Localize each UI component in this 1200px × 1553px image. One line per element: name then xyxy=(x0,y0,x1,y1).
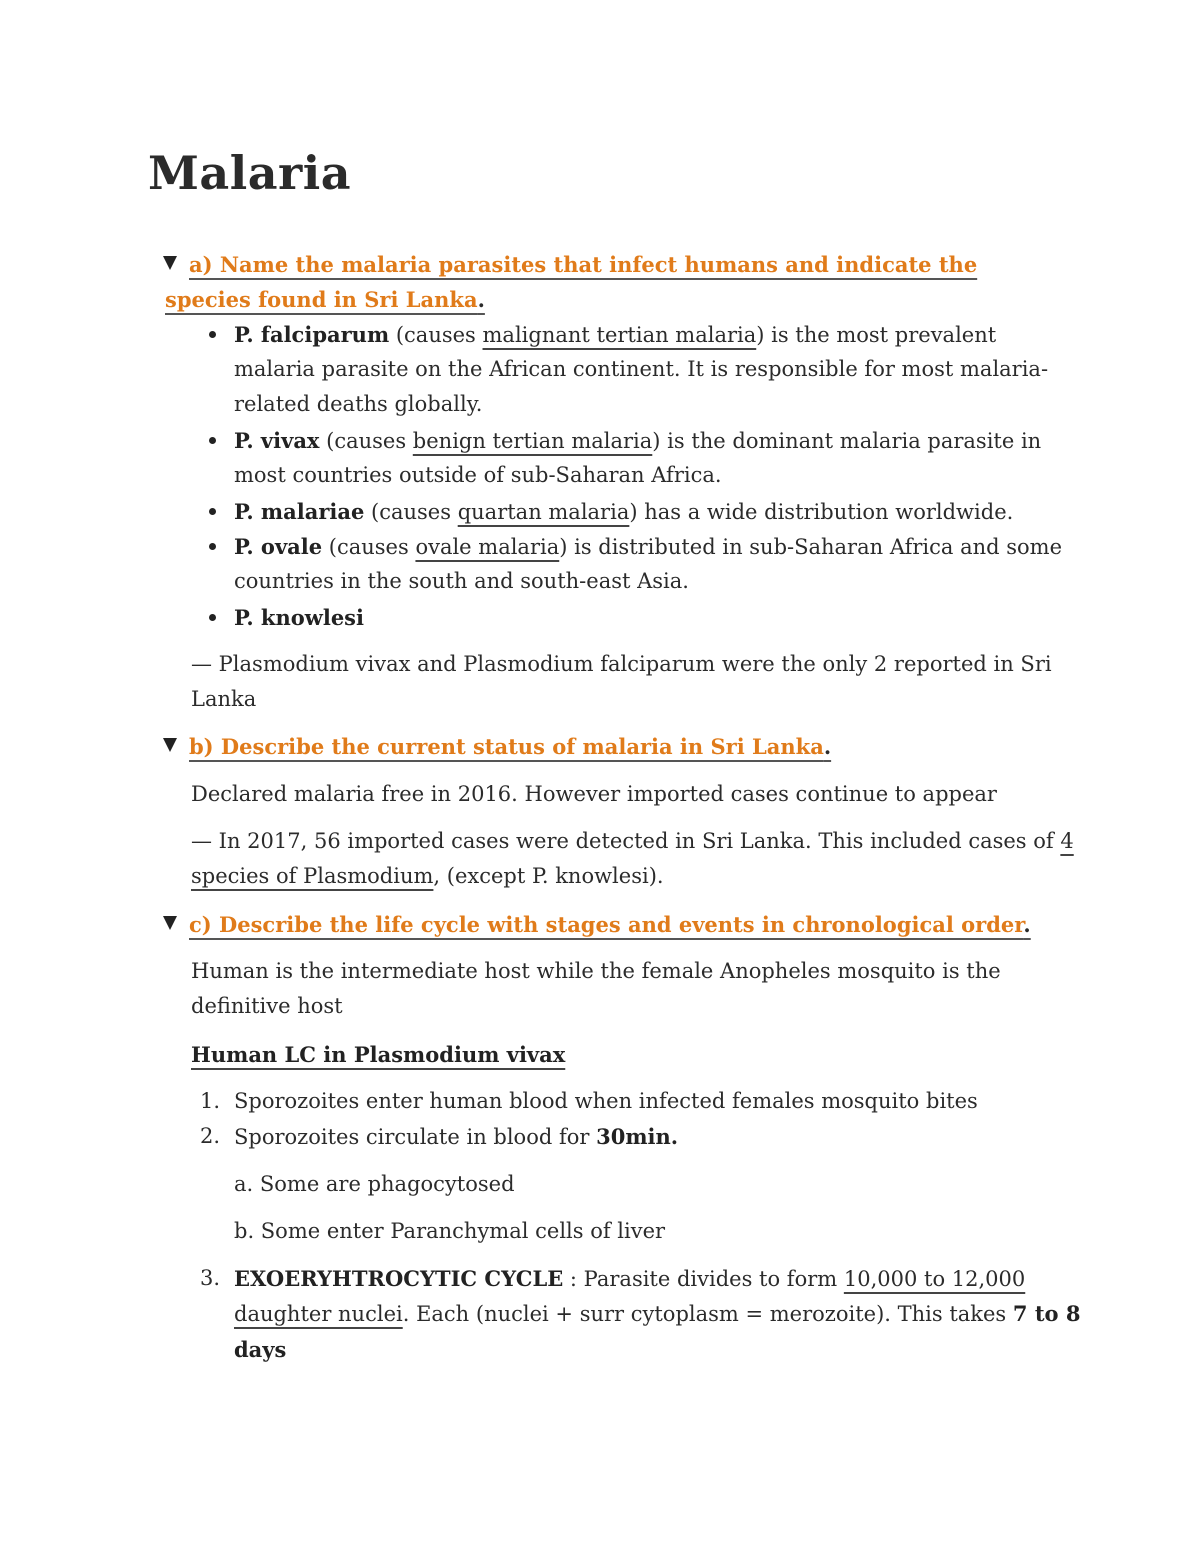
section-c-heading[interactable] xyxy=(163,907,1031,943)
step-1: Sporozoites enter human blood when infected females mosquito bites xyxy=(234,1089,978,1113)
list-item xyxy=(234,529,1062,565)
step-number: 2. xyxy=(200,1124,221,1148)
toggle-triangle-icon[interactable] xyxy=(163,256,177,270)
species-name: P. vivax xyxy=(234,428,320,453)
step-number: 3. xyxy=(200,1266,221,1290)
underlined-text: daughter nuclei xyxy=(234,1302,403,1326)
section-c-para1-cont: definitive host xyxy=(191,994,343,1018)
underlined-text: 4 xyxy=(1060,829,1074,853)
page-title: Malaria xyxy=(148,146,352,200)
section-a-heading-period: . xyxy=(477,287,485,312)
para-text: , (except P. knowlesi). xyxy=(433,864,664,888)
species-name: P. ovale xyxy=(234,534,323,559)
species-text: ) has a wide distribution worldwide. xyxy=(629,500,1014,524)
sub-step-a: a. Some are phagocytosed xyxy=(234,1172,515,1196)
species-text: (causes xyxy=(319,429,413,453)
section-a-heading-cont xyxy=(165,282,485,318)
section-a-note: — Plasmodium vivax and Plasmodium falciparum were the only 2 reported in Sri xyxy=(191,652,1052,676)
section-a-note-cont: Lanka xyxy=(191,687,257,711)
disease-name: benign tertian malaria xyxy=(412,429,653,453)
species-text: ) is distributed in sub-Saharan Africa and some xyxy=(559,535,1063,559)
section-a-heading[interactable] xyxy=(163,247,977,283)
step-bold-text: 30min. xyxy=(596,1124,679,1149)
list-item-cont: countries in the south and south-east Asia. xyxy=(234,569,689,593)
section-b-heading[interactable] xyxy=(163,729,831,765)
section-b-heading-period: . xyxy=(823,734,832,759)
list-item xyxy=(234,423,1041,459)
step-bold-text: EXOERYHTROCYTIC CYCLE xyxy=(234,1266,564,1291)
section-c-para1: Human is the intermediate host while the female Anopheles mosquito is the xyxy=(191,959,1001,983)
species-text: (causes xyxy=(389,323,483,347)
step-2 xyxy=(234,1119,678,1155)
bullet-icon xyxy=(209,614,216,621)
species-name: P. falciparum xyxy=(234,322,390,347)
step-text: : Parasite divides to form xyxy=(563,1267,844,1291)
species-text: (causes xyxy=(364,500,458,524)
bullet-icon xyxy=(209,437,216,444)
section-b-para1: Declared malaria free in 2016. However imported cases continue to appear xyxy=(191,782,997,806)
section-c-heading-period: . xyxy=(1023,912,1031,937)
step-number: 1. xyxy=(200,1089,221,1113)
species-text: (causes xyxy=(322,535,416,559)
step-3-cont2 xyxy=(234,1332,286,1368)
species-name: P. knowlesi xyxy=(234,605,364,630)
toggle-triangle-icon[interactable] xyxy=(163,916,177,930)
list-item xyxy=(234,600,364,636)
step-3 xyxy=(234,1261,1025,1297)
subheading-text: Human LC in Plasmodium vivax xyxy=(191,1042,566,1067)
bullet-icon xyxy=(209,543,216,550)
section-c-heading-text: c) Describe the life cycle with stages and events in chronological order xyxy=(189,912,1024,937)
bullet-icon xyxy=(209,508,216,515)
section-c-subheading xyxy=(191,1037,565,1073)
step-text: Sporozoites circulate in blood for xyxy=(234,1125,597,1149)
list-item xyxy=(234,494,1013,530)
section-a-heading-line1: a) Name the malaria parasites that infect humans and indicate the xyxy=(189,252,978,277)
section-b-para2 xyxy=(191,824,1074,859)
section-a-heading-line2: species found in Sri Lanka xyxy=(165,287,478,312)
list-item-cont: most countries outside of sub-Saharan Africa. xyxy=(234,463,722,487)
section-b-para2-cont xyxy=(191,859,664,894)
para-text: — In 2017, 56 imported cases were detected in Sri Lanka. This included cases of xyxy=(191,829,1061,853)
species-text: ) is the dominant malaria parasite in xyxy=(652,429,1042,453)
sub-step-b: b. Some enter Paranchymal cells of liver xyxy=(234,1219,666,1243)
toggle-triangle-icon[interactable] xyxy=(163,738,177,752)
list-item-cont: related deaths globally. xyxy=(234,392,483,416)
step-bold-text: 7 to 8 xyxy=(1012,1301,1081,1326)
list-item-cont: malaria parasite on the African continent. It is responsible for most malaria- xyxy=(234,357,1049,381)
step-3-cont xyxy=(234,1296,1080,1332)
disease-name: malignant tertian malaria xyxy=(482,323,757,347)
list-item xyxy=(234,317,996,353)
step-text: . Each (nuclei + surr cytoplasm = merozoite). This takes xyxy=(402,1302,1013,1326)
disease-name: quartan malaria xyxy=(457,500,630,524)
underlined-text: 10,000 to 12,000 xyxy=(843,1267,1026,1291)
bullet-icon xyxy=(209,331,216,338)
step-bold-text: days xyxy=(234,1337,287,1362)
disease-name: ovale malaria xyxy=(415,535,560,559)
species-text: ) is the most prevalent xyxy=(756,323,997,347)
species-name: P. malariae xyxy=(234,499,365,524)
underlined-text: species of Plasmodium xyxy=(191,864,434,888)
section-b-heading-text: b) Describe the current status of malaria in Sri Lanka xyxy=(189,734,824,759)
